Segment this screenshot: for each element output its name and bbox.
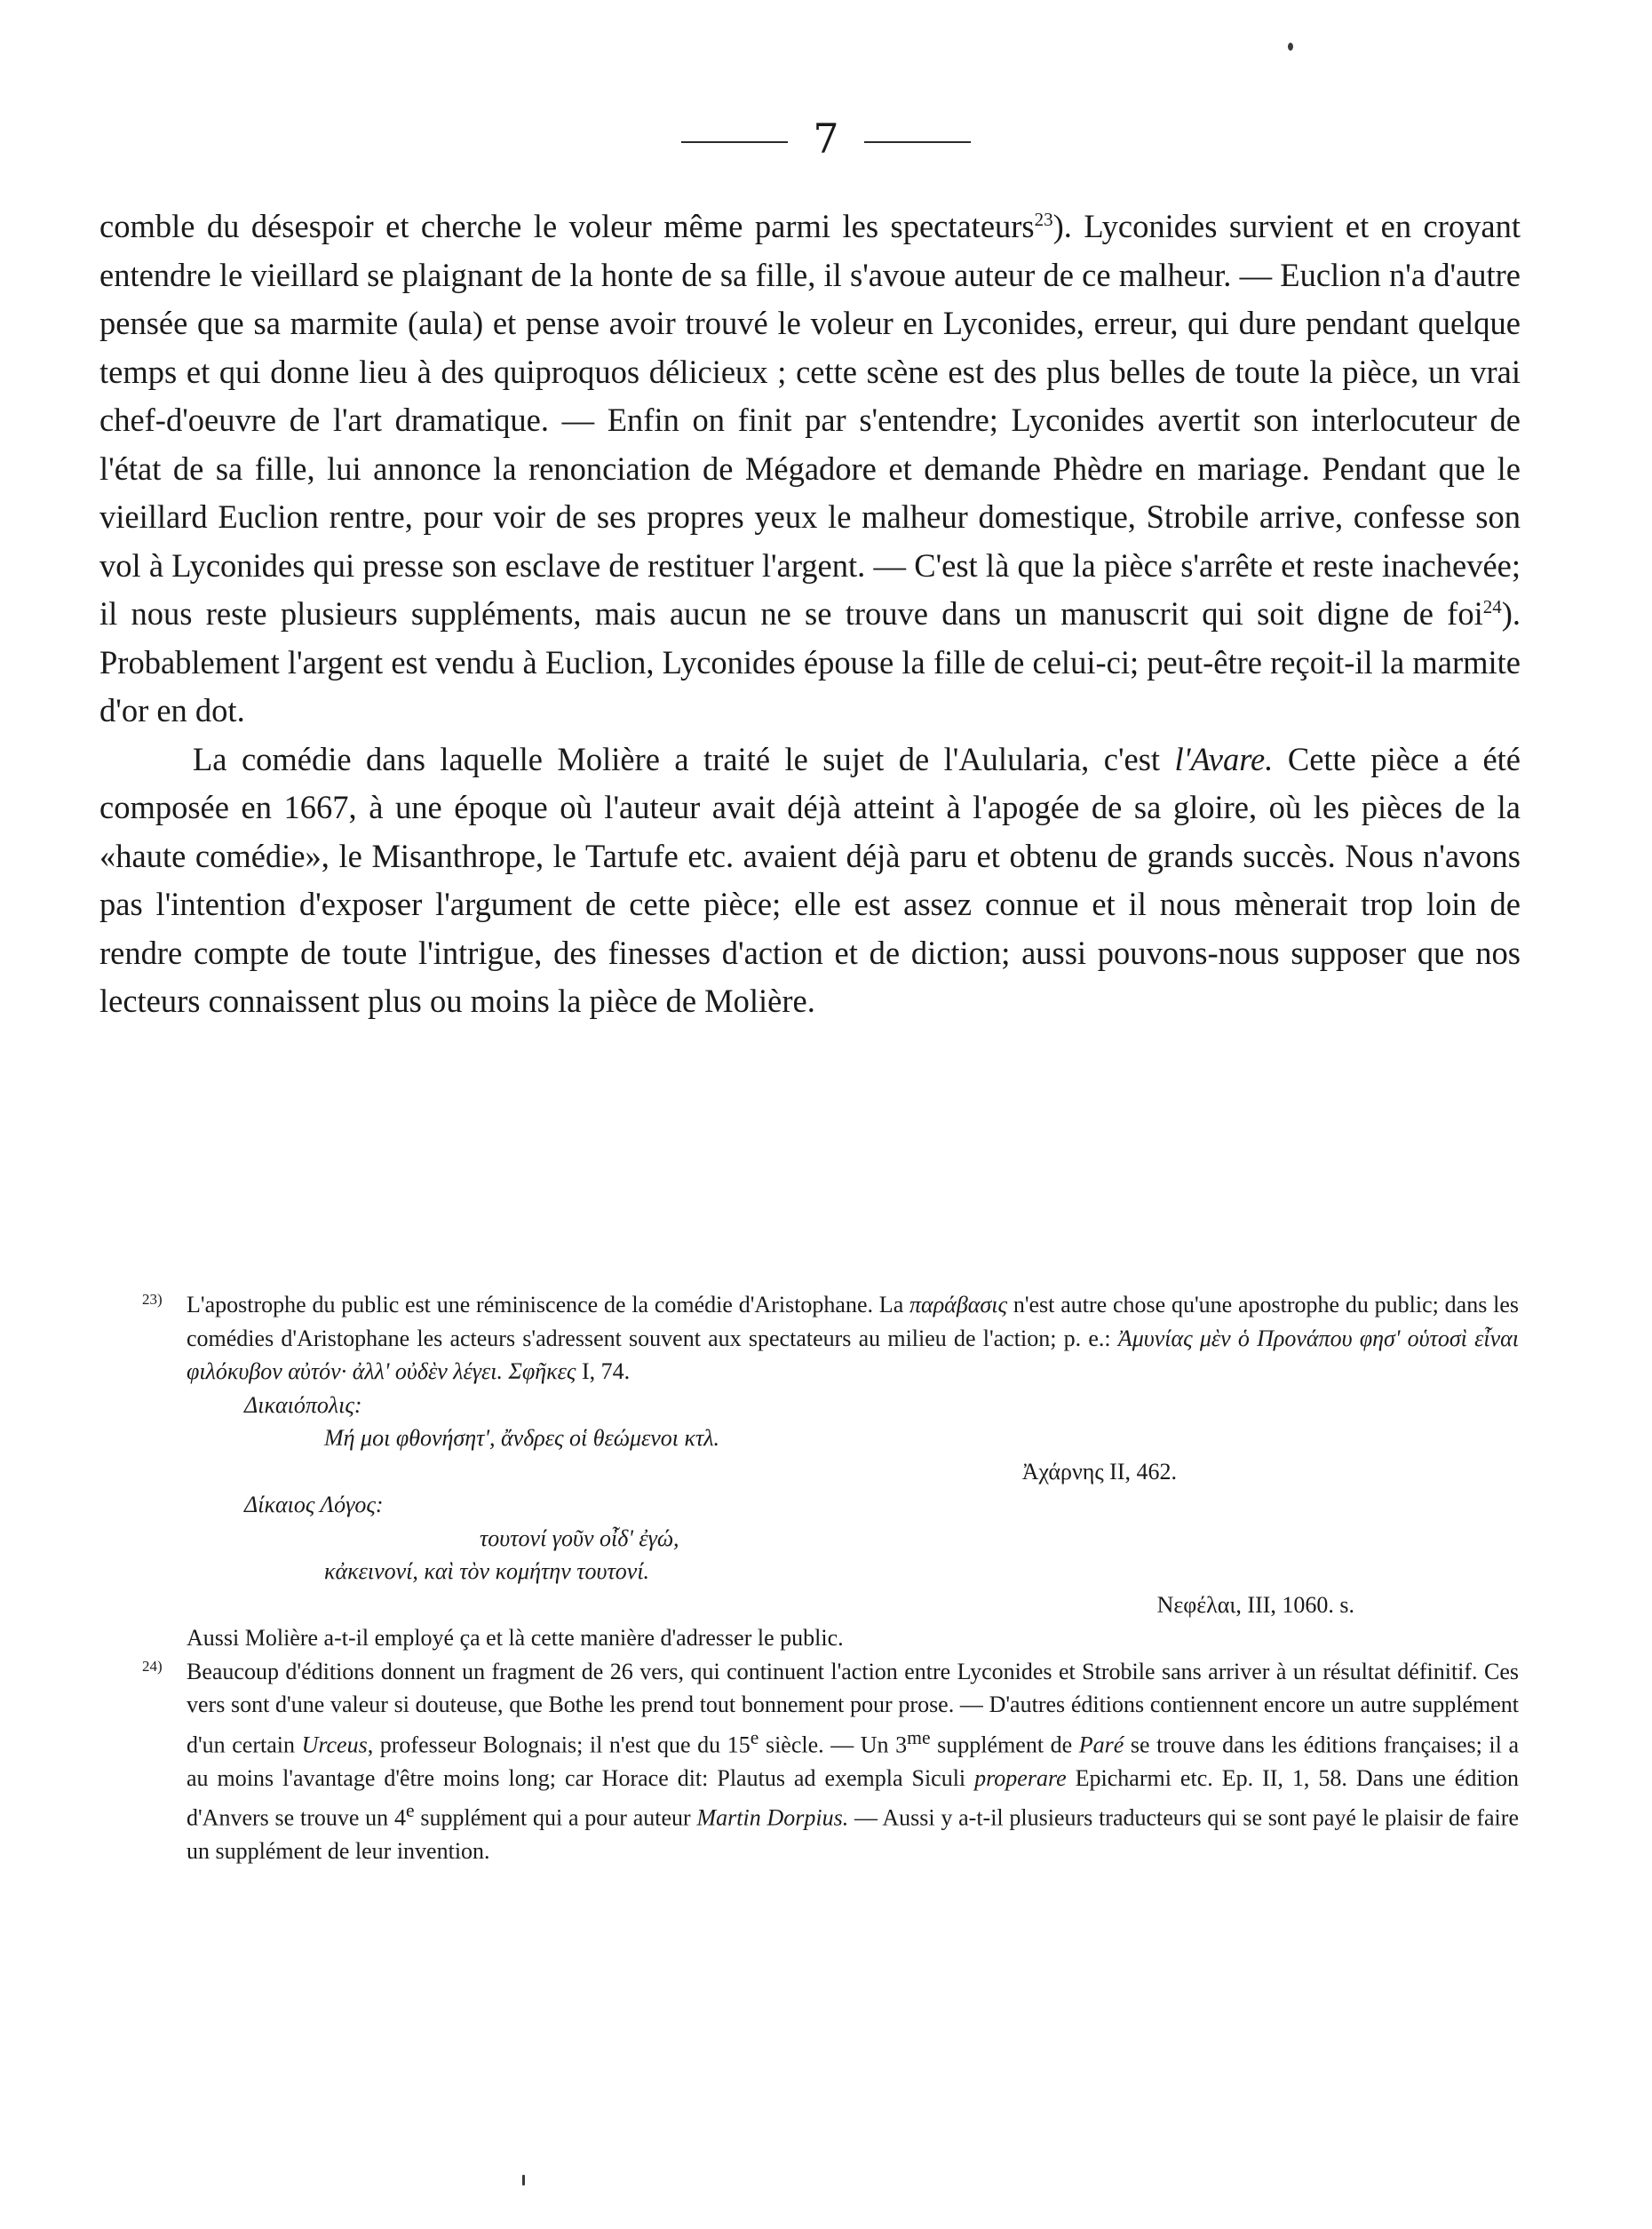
footnote-24-text-h: — Aussi y a-t-il plusieurs traducteurs qui se sont payé le plaisir de faire un supplément de leur invention. bbox=[187, 1804, 1519, 1865]
greek-term: παράβασις bbox=[909, 1292, 1008, 1317]
footnote-24-text bbox=[187, 1655, 1519, 1868]
verse-line-2-text: τουτονί γοῦν οἶδ' ἐγώ, bbox=[480, 1524, 679, 1551]
footnote-23 bbox=[142, 1288, 1519, 1655]
footnote-24 bbox=[142, 1655, 1519, 1868]
page-header bbox=[0, 114, 1652, 163]
verse-line-3 bbox=[187, 1555, 1519, 1588]
footnote-24-text-d: supplément de bbox=[930, 1731, 1079, 1758]
footnote-ref-23: 23 bbox=[1034, 208, 1053, 230]
author-name: Martin Dorpius. bbox=[696, 1804, 849, 1831]
footnote-24-text-g: supplément qui a pour auteur bbox=[414, 1804, 697, 1831]
paragraph-2-text-a: La comédie dans laquelle Molière a traité le sujet de l'Aulularia, c'est bbox=[193, 740, 1175, 777]
footnote-23-text-b: n'est autre chose qu'une apostrophe du public; dans les comédies d'Aristophane les acteurs s'adressent souvent aux spectateurs au milieu de l'action; p. e.: bbox=[187, 1292, 1519, 1351]
paragraph-1-text-c: ). Probablement l'argent est vendu à Euclion, Lyconides épouse la fille de celui-ci; peut-être reçoit-il la marmite d'or en dot. bbox=[99, 595, 1521, 728]
greek-quote: Ἀμυνίας μὲν ὁ Προνάπου φησ' οὑτοσὶ εἶναι φιλόκυβον αὐτόν· ἀλλ' οὐδὲν λέγει. bbox=[187, 1325, 1519, 1384]
page-number: 7 bbox=[813, 115, 839, 163]
verse-line-1 bbox=[187, 1421, 1519, 1455]
footnotes bbox=[142, 1288, 1519, 1868]
verse-line-1-text: Μή μοι φθονήσητ', ἄνδρες οἱ θεώμενοι κτλ. bbox=[324, 1425, 720, 1451]
scan-speck bbox=[1288, 43, 1293, 51]
greek-source: Σφῆκες bbox=[508, 1358, 576, 1384]
footnote-24-text-b: , professeur Bolognais; il n'est que du 15 bbox=[367, 1731, 751, 1758]
author-name: Paré bbox=[1078, 1731, 1124, 1758]
paragraph-2-text-b: Cette pièce a été composée en 1667, à une époque où l'auteur avait déjà atteint à l'apogée de sa gloire, où les pièces de la «haute comédie», le Misanthrope, le Tartufe etc. avaient déjà paru et obtenu de grands succès. Nous n'avons pas l'intention d'exposer l'argument de cette pièce; elle est assez connue et il nous mènerait trop loin de rendre compte de toute l'intrigue, des finesses d'action et de diction; aussi pouvons-nous supposer que nos lecteurs connaissent plus ou moins la pièce de Molière. bbox=[99, 740, 1521, 1019]
speaker-label-1 bbox=[187, 1389, 1519, 1422]
header-rule-right bbox=[864, 141, 971, 143]
superscript: me bbox=[907, 1726, 931, 1748]
footnote-23-tail-text: Aussi Molière a-t-il employé ça et là cette manière d'adresser le public. bbox=[187, 1625, 844, 1651]
footnote-number: 24) bbox=[142, 1657, 163, 1675]
paragraph-1 bbox=[99, 203, 1521, 736]
paragraph-1-text-a: comble du désespoir et cherche le voleur même parmi les spectateurs bbox=[99, 208, 1035, 244]
footnote-24-text-a: Beaucoup d'éditions donnent un fragment de 26 vers, qui continuent l'action entre Lyconides et Strobile sans arriver à un résultat définitif. Ces vers sont d'une valeur si douteuse, que Bothe les prend tout bonnement pour prose. — D'autres éditions contiennent encore un autre supplément d'un certain bbox=[187, 1658, 1519, 1758]
speaker-label-1-text: Δικαιόπολις: bbox=[244, 1391, 362, 1418]
greek-source-ref: I, 74. bbox=[576, 1358, 631, 1384]
footnote-23-intro bbox=[187, 1288, 1519, 1389]
verse-source-1-text: Ἀχάρνης II, 462. bbox=[1021, 1458, 1177, 1485]
superscript: e bbox=[405, 1800, 415, 1822]
verse-source-1 bbox=[187, 1455, 1519, 1489]
header-rule-left bbox=[681, 141, 788, 143]
paragraph-1-text-b: ). Lyconides survient et en croyant entendre le vieillard se plaignant de la honte de sa fille, il s'avoue auteur de ce malheur. — Euclion n'a d'autre pensée que sa marmite (aula) et pense avoir trouvé le voleur en Lyconides, erreur, qui dure pendant quelque temps et qui donne lieu à des quiproquos délicieux ; cette scène est des plus belles de toute la pièce, un vrai chef-d'oeuvre de l'art dramatique. — Enfin on finit par s'entendre; Lyconides avertit son interlocuteur de l'état de sa fille, lui annonce la renonciation de Mégadore et demande Phèdre en mariage. Pendant que le vieillard Euclion rentre, pour voir de ses propres yeux le malheur domestique, Strobile arrive, confesse son vol à Lyconides qui presse son esclave de restituer l'argent. — C'est là que la pièce s'arrête et reste inachevée; il nous reste plusieurs suppléments, mais aucun ne se trouve dans un manuscrit qui soit digne de foi bbox=[99, 208, 1521, 632]
superscript: e bbox=[750, 1726, 759, 1748]
footnote-23-text-a: L'apostrophe du public est une réminiscence de la comédie d'Aristophane. La bbox=[187, 1292, 910, 1317]
latin-word: properare bbox=[974, 1764, 1067, 1791]
footnote-number: 23) bbox=[142, 1291, 163, 1308]
verse-source-2 bbox=[187, 1588, 1519, 1622]
author-name: Urceus bbox=[301, 1731, 368, 1758]
speaker-label-2-text: Δίκαιος Λόγος: bbox=[244, 1492, 384, 1517]
footnote-ref-24: 24 bbox=[1482, 595, 1502, 617]
scan-speck bbox=[522, 2175, 525, 2185]
speaker-label-2 bbox=[187, 1488, 1519, 1522]
paragraph-2 bbox=[99, 736, 1521, 1026]
footnote-24-text-e: se trouve dans les éditions françaises; il a au moins l'avantage d'être moins long; car Horace dit: Plautus ad exempla Siculi bbox=[187, 1731, 1519, 1791]
main-text bbox=[99, 203, 1521, 1026]
footnote-24-text-c: siècle. — Un 3 bbox=[758, 1731, 908, 1758]
footnote-24-text-f: Epicharmi etc. Ep. II, 1, 58. Dans une édition d'Anvers se trouve un 4 bbox=[187, 1764, 1519, 1831]
play-title: l'Avare. bbox=[1174, 740, 1274, 777]
footnote-23-tail bbox=[187, 1621, 1519, 1655]
verse-line-2 bbox=[187, 1522, 1519, 1556]
verse-source-2-text: Νεφέλαι, III, 1060. s. bbox=[1156, 1591, 1354, 1618]
verse-line-3-text: κἀκεινονί, καὶ τὸν κομήτην τουτονί. bbox=[324, 1558, 650, 1584]
